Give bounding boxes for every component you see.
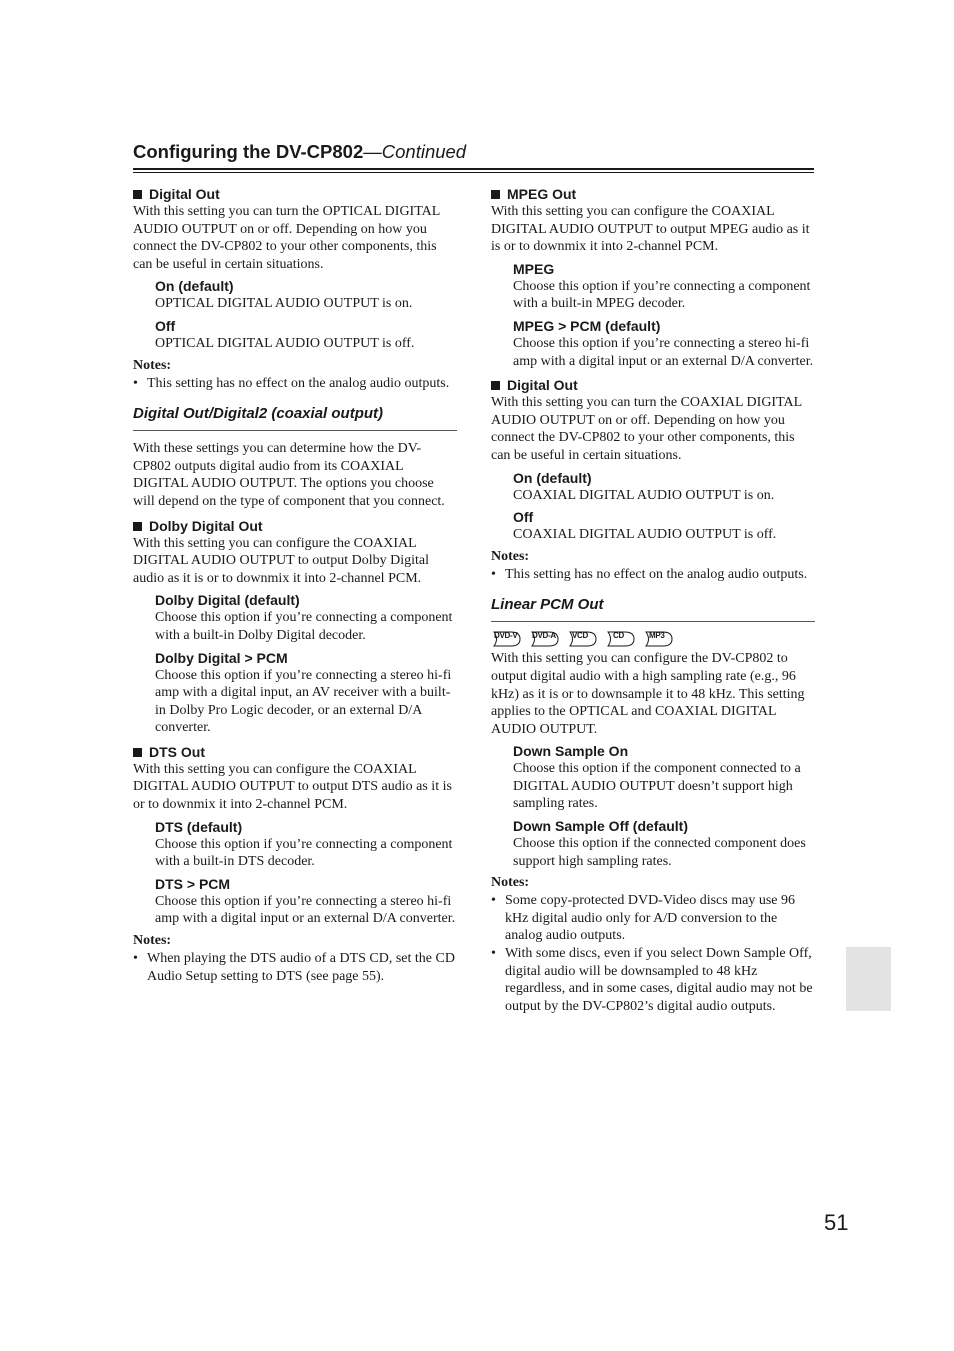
option-title: Dolby Digital > PCM (155, 649, 288, 666)
notes-label: Notes: (491, 548, 530, 564)
notes-label: Notes: (133, 933, 172, 949)
section-heading: Digital Out (491, 376, 815, 394)
dvd-video-disc-icon: DVD-V (491, 629, 521, 647)
option-text: Choose this option if you’re connecting a component with a built-in MPEG decoder. (513, 278, 811, 312)
option-block (513, 469, 815, 544)
header-rule (133, 168, 814, 170)
option-title: MPEG (513, 260, 555, 277)
disc-type-icons (491, 628, 815, 648)
option-title: Off (155, 317, 176, 334)
section-heading: Dolby Digital Out (133, 517, 457, 535)
page-number: 51 (824, 1210, 849, 1235)
notes-label: Notes: (133, 357, 172, 373)
header-rule-thin (133, 172, 814, 173)
page-title: Configuring the DV-CP802 (133, 141, 364, 162)
option-text: COAXIAL DIGITAL AUDIO OUTPUT is off. (513, 527, 777, 543)
option-block (513, 260, 815, 370)
option-title: On (default) (155, 278, 234, 295)
cd-disc-icon: CD (605, 629, 635, 647)
subsection-title: Linear PCM Out (491, 595, 815, 622)
vcd-disc-icon: VCD (567, 629, 597, 647)
paragraph: With this setting you can turn the OPTICAL DIGITAL AUDIO OUTPUT on or off. Depending on how you connect the DV-CP802 to your other components, this can be useful in certain situations. (133, 204, 440, 272)
option-text: Choose this option if you’re connecting a component with a built-in DTS decoder. (155, 836, 453, 870)
note-item: • This setting has no effect on the analog audio outputs. (491, 566, 808, 582)
option-text: COAXIAL DIGITAL AUDIO OUTPUT is on. (513, 487, 775, 503)
option-title: MPEG > PCM (default) (513, 317, 661, 334)
option-text: Choose this option if you’re connecting a component with a built-in Dolby Digital decoder. (155, 610, 453, 643)
mp3-disc-icon: MP3 (643, 629, 673, 647)
paragraph: With this setting you can configure the COAXIAL DIGITAL AUDIO OUTPUT to output MPEG audio as it is or to downmix it into 2-channel PCM. (491, 204, 810, 255)
option-text: OPTICAL DIGITAL AUDIO OUTPUT is on. (155, 296, 413, 312)
page-header (133, 140, 814, 164)
option-block (155, 591, 457, 737)
square-bullet-icon (133, 522, 142, 531)
option-title: Dolby Digital (default) (155, 592, 300, 609)
square-bullet-icon (491, 381, 500, 390)
option-text: OPTICAL DIGITAL AUDIO OUTPUT is off. (155, 335, 415, 351)
option-title: Down Sample On (513, 743, 629, 760)
chapter-tab (846, 947, 891, 1011)
paragraph: With this setting you can configure the DV-CP802 to output digital audio with a high sampling rate (e.g., 96 kHz) as it is or to downsample it to 48 kHz. This setting applies to the OPTICAL and COAXIAL DIGITAL AUDIO OUTPUT. (491, 651, 805, 737)
square-bullet-icon (491, 190, 500, 199)
dvd-audio-disc-icon: DVD-A (529, 629, 559, 647)
subsection-title: Digital Out/Digital2 (coaxial output) (133, 404, 457, 431)
note-item: • When playing the DTS audio of a DTS CD, set the CD Audio Setup setting to DTS (see page 55). (133, 951, 455, 984)
left-column (133, 185, 457, 985)
option-text: Choose this option if you’re connecting a stereo hi-fi amp with a digital input or an external D/A converter. (513, 335, 814, 369)
square-bullet-icon (133, 748, 142, 757)
note-item: • This setting has no effect on the analog audio outputs. (133, 375, 450, 391)
option-block (155, 818, 457, 928)
option-title: DTS > PCM (155, 875, 231, 892)
paragraph: With these settings you can determine how the DV-CP802 outputs digital audio from its COAXIAL DIGITAL AUDIO OUTPUT. The options you choose will depend on the type of component that you connect. (133, 441, 445, 509)
paragraph: With this setting you can configure the COAXIAL DIGITAL AUDIO OUTPUT to output Dolby Digital audio as it is or to downmix it into 2-channel PCM. (133, 535, 429, 586)
section-heading: MPEG Out (491, 185, 815, 203)
option-text: Choose this option if the connected component does support high sampling rates. (513, 836, 806, 869)
option-text: Choose this option if you’re connecting a stereo hi-fi amp with a digital input, an AV receiver with a built-in Dolby Pro Logic decoder, or an external D/A converter. (155, 667, 452, 736)
option-title: On (default) (513, 469, 592, 486)
option-title: DTS (default) (155, 818, 243, 835)
option-block (513, 742, 815, 870)
section-heading: Digital Out (133, 185, 457, 203)
section-heading: DTS Out (133, 743, 457, 761)
option-block (155, 277, 457, 352)
notes-label: Notes: (491, 875, 530, 891)
option-title: Off (513, 509, 534, 526)
paragraph: With this setting you can configure the COAXIAL DIGITAL AUDIO OUTPUT to output DTS audio as it is or to downmix it into 2-channel PCM. (133, 761, 452, 813)
note-item: • With some discs, even if you select Down Sample Off, digital audio will be downsampled to 48 kHz regardless, and in some cases, digital audio may not be output by the DV-CP802’s digital audio outputs. (491, 946, 813, 1014)
option-title: Down Sample Off (default) (513, 818, 688, 835)
square-bullet-icon (133, 190, 142, 199)
right-column (491, 185, 815, 1015)
paragraph: With this setting you can turn the COAXIAL DIGITAL AUDIO OUTPUT on or off. Depending on how you connect the DV-CP802 to your other components, this can be useful in certain situations. (491, 395, 802, 463)
option-text: Choose this option if the component connected to a DIGITAL AUDIO OUTPUT doesn’t support high sampling rates. (513, 761, 801, 812)
continued-label: —Continued (363, 141, 467, 162)
option-text: Choose this option if you’re connecting a stereo hi-fi amp with a digital input or an external D/A converter. (155, 893, 456, 927)
note-item: • Some copy-protected DVD-Video discs may use 96 kHz digital audio only for A/D conversion to the analog audio outputs. (491, 893, 795, 944)
